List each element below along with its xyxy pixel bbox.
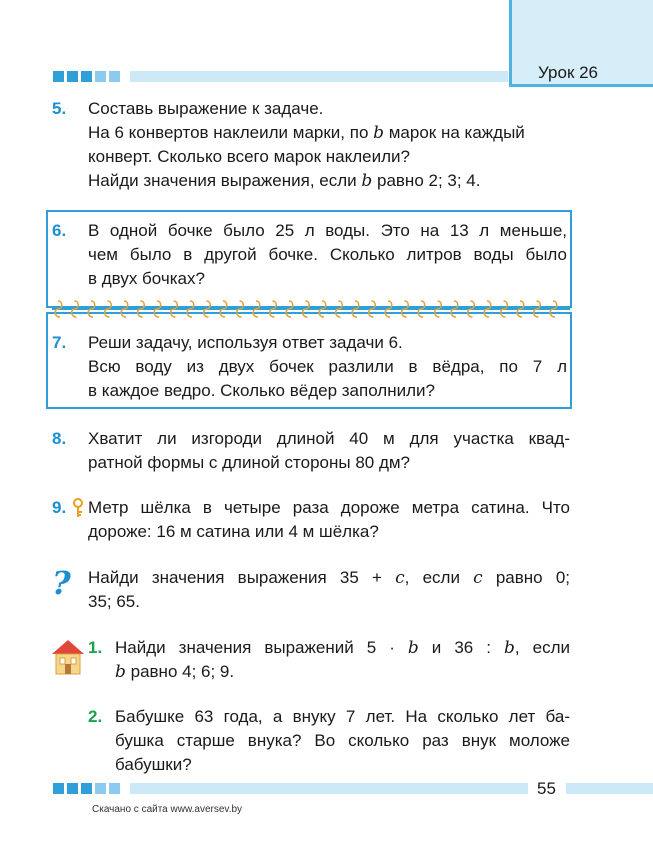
footer-bar xyxy=(130,783,528,794)
download-credit: Скачано с сайта www.aversev.by xyxy=(92,804,243,815)
key-icon xyxy=(71,498,85,518)
spiral-ring xyxy=(352,301,359,317)
spiral-ring xyxy=(303,301,310,317)
task-9-text: Метр шёлка в четыре раза дороже метра сатина. Что дороже: 16 м сатина или 4 м шёлка? xyxy=(88,498,570,541)
spiral-ring xyxy=(402,301,409,317)
spiral-ring xyxy=(253,301,260,317)
footer-stripe xyxy=(53,783,120,794)
task-number: 6. xyxy=(52,221,67,240)
spiral-ring xyxy=(286,301,293,317)
spiral-ring xyxy=(138,301,145,317)
task-number: 8. xyxy=(52,429,67,448)
spiral-ring xyxy=(418,301,425,317)
task-5-text: Составь выражение к задаче. На 6 конвертов наклеили марки, по b марок на каждый конверт. Сколько всего марок наклеили? Найди значения выражения, если b равно 2; 3; 4. xyxy=(88,99,525,191)
header-bar xyxy=(130,71,508,82)
homework-number: 1. xyxy=(88,638,103,657)
spiral-ring xyxy=(187,301,194,317)
svg-text:?: ? xyxy=(52,566,71,602)
homework-2-text: Бабушке 63 года, а внуку 7 лет. На сколько лет ба- бушка старше внука? Во сколько раз внук моложе бабушки? xyxy=(115,707,570,774)
task-8-text: Хватит ли изгороди длиной 40 м для участка квад- ратной формы с длиной стороны 80 дм? xyxy=(88,429,570,472)
spiral-ring xyxy=(154,301,161,317)
question-icon xyxy=(50,566,76,604)
homework-number: 2. xyxy=(88,707,103,726)
header-stripe xyxy=(53,71,120,82)
spiral-ring xyxy=(451,301,458,317)
task-7-text: Реши задачу, используя ответ задачи 6. Всю воду из двух бочек разлили в вёдра, по 7 л в каждое ведро. Сколько вёдер заполнили? xyxy=(88,333,567,400)
spiral-ring xyxy=(121,301,128,317)
spiral-ring xyxy=(270,301,277,317)
spiral-ring xyxy=(468,301,475,317)
notebook-spiral xyxy=(52,298,570,320)
spiral-ring xyxy=(369,301,376,317)
spiral-ring xyxy=(220,301,227,317)
spiral-ring xyxy=(517,301,524,317)
spiral-ring xyxy=(72,301,79,317)
spiral-ring xyxy=(550,301,557,317)
homework-1-text: Найди значения выражений 5 · b и 36 : b, если b равно 4; 6; 9. xyxy=(115,638,570,682)
task-number: 5. xyxy=(52,99,67,118)
spiral-ring xyxy=(319,301,326,317)
task-number: 9. xyxy=(52,498,67,517)
lesson-label: Урок 26 xyxy=(538,63,599,82)
house-icon xyxy=(48,636,88,676)
spiral-ring xyxy=(336,301,343,317)
spiral-ring xyxy=(534,301,541,317)
spiral-ring xyxy=(435,301,442,317)
spiral-ring xyxy=(385,301,392,317)
spiral-ring xyxy=(484,301,491,317)
spiral-ring xyxy=(237,301,244,317)
spiral-ring xyxy=(55,301,62,317)
question-text: Найди значения выражения 35 + c, если c равно 0; 35; 65. xyxy=(88,568,570,611)
spiral-ring xyxy=(501,301,508,317)
task-number: 7. xyxy=(52,333,67,352)
spiral-ring xyxy=(171,301,178,317)
spiral-ring xyxy=(204,301,211,317)
task-6-text: В одной бочке было 25 л воды. Это на 13 л меньше, чем было в другой бочке. Сколько литров воды было в двух бочках? xyxy=(88,221,567,288)
footer-bar-right xyxy=(566,783,653,794)
spiral-ring xyxy=(105,301,112,317)
spiral-ring xyxy=(88,301,95,317)
page-number: 55 xyxy=(537,779,556,798)
